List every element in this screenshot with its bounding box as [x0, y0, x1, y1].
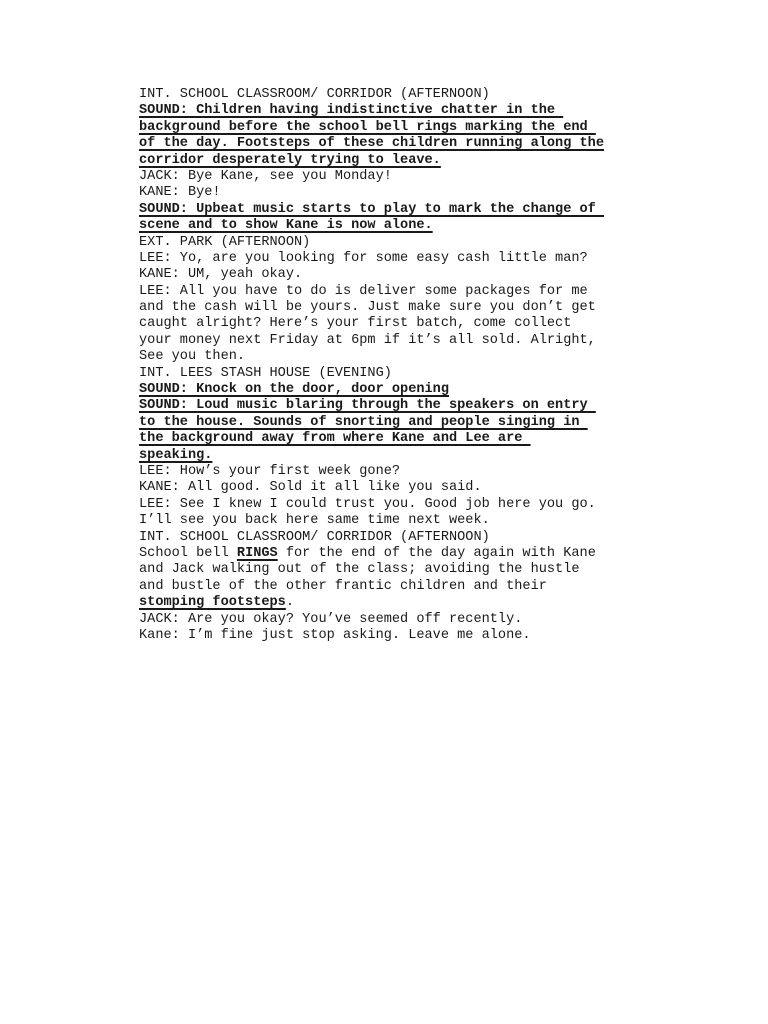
action-text: . [285, 595, 295, 611]
dialogue-line: LEE: All you have to do is deliver some packages for me [139, 283, 588, 299]
dialogue-kane: KANE: All good. Sold it all like you said. [139, 480, 482, 496]
sound-cue [139, 103, 679, 169]
dialogue-jack: JACK: Are you okay? You’ve seemed off recently. [139, 611, 523, 627]
action-line: and bustle of the other frantic children and their [139, 578, 547, 594]
dialogue-lee: LEE: Yo, are you looking for some easy cash little man? [139, 250, 588, 266]
dialogue-line: I’ll see you back here same time next week. [139, 513, 490, 529]
dialogue-kane: KANE: Bye! [139, 185, 221, 201]
script-page [139, 87, 679, 644]
sound-line: background before the school bell rings marking the end [139, 119, 596, 135]
dialogue-jack: JACK: Bye Kane, see you Monday! [139, 168, 392, 184]
scene-heading: EXT. PARK (AFTERNOON) [139, 234, 311, 250]
dialogue-line: caught alright? Here’s your first batch, come collect [139, 316, 572, 332]
action-line [139, 546, 679, 562]
sound-line: SOUND: Loud music blaring through the speakers on entry [139, 398, 596, 414]
emphasis-stomping-footsteps: stomping footsteps [139, 595, 286, 611]
action-block [139, 546, 679, 612]
emphasis-rings: RINGS [236, 545, 278, 561]
dialogue-line: LEE: See I knew I could trust you. Good job here you go. [139, 496, 596, 512]
sound-line: speaking. [139, 447, 213, 463]
sound-line: SOUND: Children having indistinctive chatter in the [139, 103, 564, 119]
sound-line: the background away from where Kane and Lee are [139, 431, 531, 447]
sound-cue [139, 382, 679, 398]
scene-heading: INT. SCHOOL CLASSROOM/ CORRIDOR (AFTERNOON) [139, 87, 490, 102]
sound-cue [139, 398, 679, 464]
action-text: School bell [139, 545, 237, 561]
sound-cue [139, 202, 679, 235]
sound-line: to the house. Sounds of snorting and people singing in [139, 414, 588, 430]
dialogue-lee: LEE: How’s your first week gone? [139, 463, 401, 479]
sound-line: scene and to show Kane is now alone. [139, 218, 433, 234]
dialogue-lee [139, 284, 679, 366]
dialogue-line: and the cash will be yours. Just make sure you don’t get [139, 300, 596, 316]
dialogue-lee [139, 497, 679, 530]
dialogue-line: See you then. [139, 349, 246, 365]
dialogue-kane: Kane: I’m fine just stop asking. Leave me alone. [139, 627, 531, 643]
dialogue-kane: KANE: UM, yeah okay. [139, 267, 303, 283]
scene-heading: INT. SCHOOL CLASSROOM/ CORRIDOR (AFTERNOON) [139, 529, 490, 545]
sound-line: SOUND: Upbeat music starts to play to mark the change of [139, 201, 604, 217]
action-line [139, 595, 679, 611]
action-line: and Jack walking out of the class; avoiding the hustle [139, 562, 580, 578]
sound-line: SOUND: Knock on the door, door opening [139, 382, 449, 398]
dialogue-line: your money next Friday at 6pm if it’s all sold. Alright, [139, 332, 596, 348]
sound-line: of the day. Footsteps of these children running along the [139, 136, 604, 152]
action-text: for the end of the day again with Kane [277, 545, 596, 561]
scene-heading: INT. LEES STASH HOUSE (EVENING) [139, 365, 392, 381]
sound-line: corridor desperately trying to leave. [139, 152, 441, 168]
